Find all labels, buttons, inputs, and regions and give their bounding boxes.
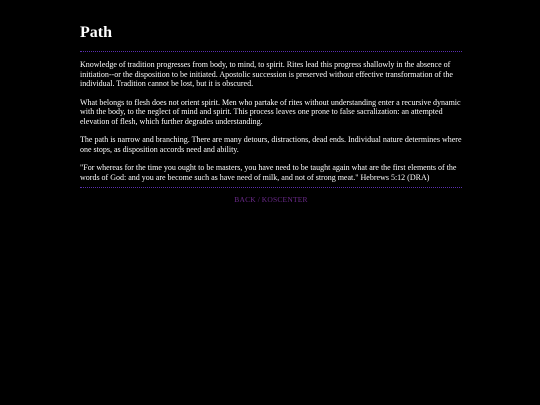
- page-title: Path: [80, 24, 112, 41]
- nav-separator: /: [257, 195, 260, 204]
- bottom-divider: [80, 187, 462, 188]
- paragraph-3: The path is narrow and branching. There are many detours, distractions, dead ends. Individual nature determines where one stops, as disposition accords need and ability.: [80, 135, 462, 154]
- footer-nav: [80, 195, 462, 204]
- back-link[interactable]: BACK: [234, 195, 256, 204]
- paragraph-2: What belongs to flesh does not orient spirit. Men who partake of rites without understanding enter a recursive dynamic with the body, to the neglect of mind and spirit. This process leaves one prone to false sacralization: an attempted elevation of flesh, which further degrades understanding.: [80, 97, 461, 126]
- page-content: [80, 0, 462, 204]
- paragraph-1: Knowledge of tradition progresses from body, to mind, to spirit. Rites lead this progress shallowly in the absence of initiation--or the disposition to be initiated. Apostolic succession is preserved without effective transformation of the individual. Tradition cannot be lost, but it is obscured.: [80, 60, 453, 88]
- top-divider: [80, 51, 462, 52]
- scripture-quote: "For whereas for the time you ought to be masters, you have need to be taught again what are the first elements of the words of God: and you are become such as have need of milk, and not of strong meat." Hebrews 5:12 (DRA): [80, 163, 457, 182]
- home-link[interactable]: KOSCENTER: [261, 195, 308, 204]
